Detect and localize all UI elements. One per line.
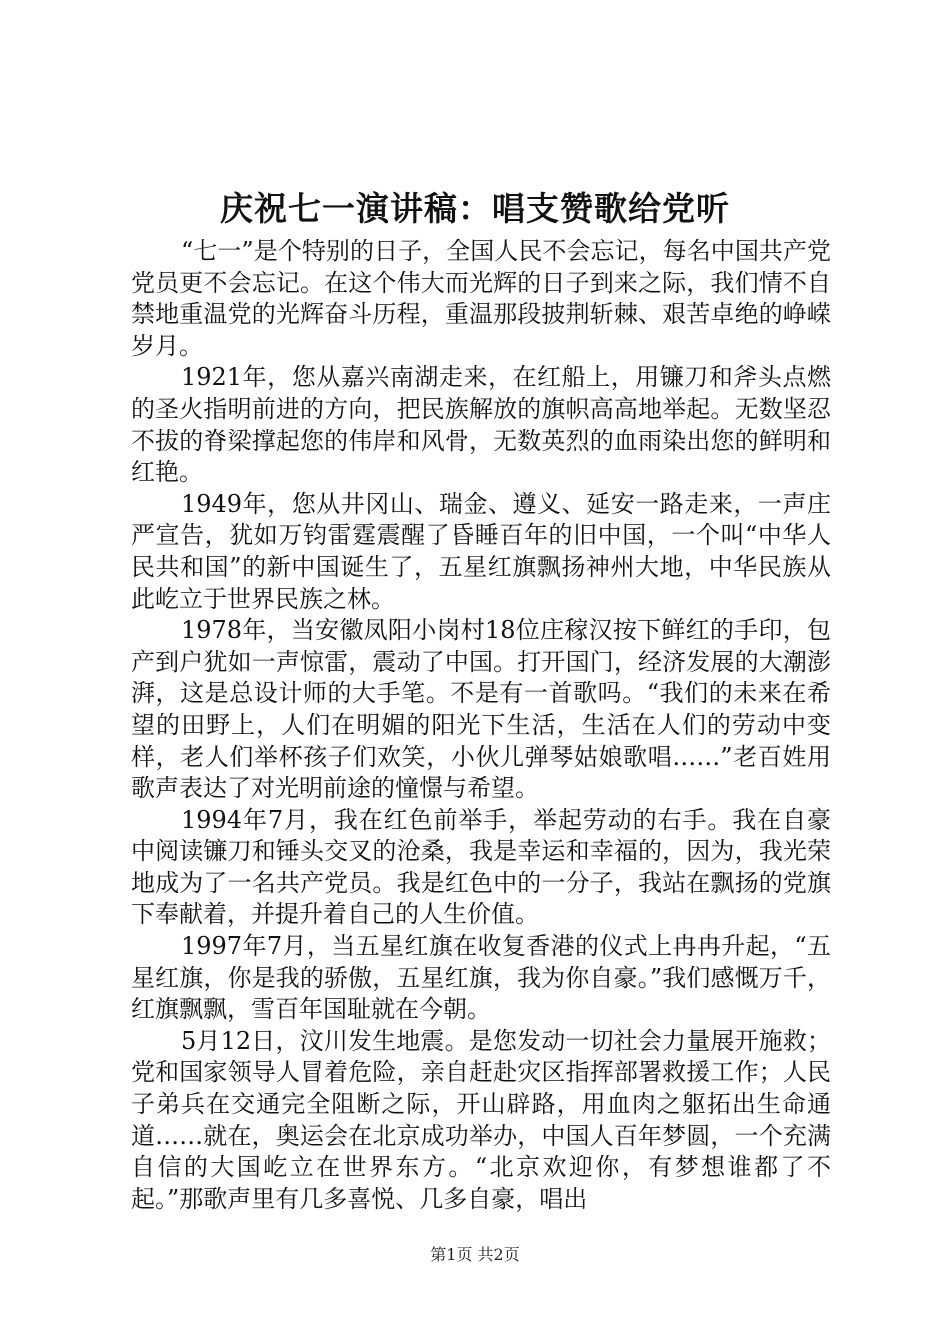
paragraph-intro: “七一”是个特别的日子，全国人民不会忘记，每名中国共产党党员更不会忘记。在这个伟大而光辉的日子到来之际，我们情不自禁地重温党的光辉奋斗历程，重温那段披荆斩棘、艰苦卓绝的峥嵘岁月。 (131, 237, 831, 360)
document-body (131, 236, 831, 1215)
paragraph-1978: 1978年，当安徽凤阳小岗村18位庄稼汉按下鲜红的手印，包产到户犹如一声惊雷，震动了中国。打开国门，经济发展的大潮澎湃，这是总设计师的大手笔。不是有一首歌吗。“我们的未来在希望的田野上，人们在明媚的阳光下生活，生活在人们的劳动中变样，老人们举杯孩子们欢笑，小伙儿弹琴姑娘歌唱……”老百姓用歌声表达了对光明前途的憧憬与希望。 (131, 616, 831, 803)
paragraph-wenchuan: 5月12日，汶川发生地震。是您发动一切社会力量展开施救；党和国家领导人冒着危险，亲自赶赴灾区指挥部署救援工作；人民子弟兵在交通完全阻断之际，开山辟路，用血肉之躯拓出生命通道……就在，奥运会在北京成功举办，中国人百年梦圆，一个充满自信的大国屹立在世界东方。“北京欢迎你，有梦想谁都了不起。”那歌声里有几多喜悦、几多自豪，唱出 (131, 1026, 831, 1213)
paragraph-1994: 1994年7月，我在红色前举手，举起劳动的右手。我在自豪中阅读镰刀和锤头交叉的沧桑，我是幸运和幸福的，因为，我光荣地成为了一名共产党员。我是红色中的一分子，我站在飘扬的党旗下奉献着，并提升着自己的人生价值。 (131, 805, 831, 929)
page-number-footer: 第1页 共2页 (430, 1245, 520, 1264)
document-title: 庆祝七一演讲稿：唱支赞歌给党听 (220, 189, 730, 228)
paragraph-1921: 1921年，您从嘉兴南湖走来，在红船上，用镰刀和斧头点燃的圣火指明前进的方向，把民族解放的旗帜高高地举起。无数坚忍不拔的脊梁撑起您的伟岸和风骨，无数英烈的血雨染出您的鲜明和红艳。 (131, 363, 831, 487)
paragraph-1949: 1949年，您从井冈山、瑞金、遵义、延安一路走来，一声庄严宣告，犹如万钧雷霆震醒了昏睡百年的旧中国，一个叫“中华人民共和国”的新中国诞生了，五星红旗飘扬神州大地，中华民族从此屹立于世界民族之林。 (131, 489, 831, 613)
paragraph-1997: 1997年7月，当五星红旗在收复香港的仪式上冉冉升起，“五星红旗，你是我的骄傲，五星红旗，我为你自豪。”我们感慨万千，红旗飘飘，雪百年国耻就在今朝。 (131, 932, 831, 1024)
